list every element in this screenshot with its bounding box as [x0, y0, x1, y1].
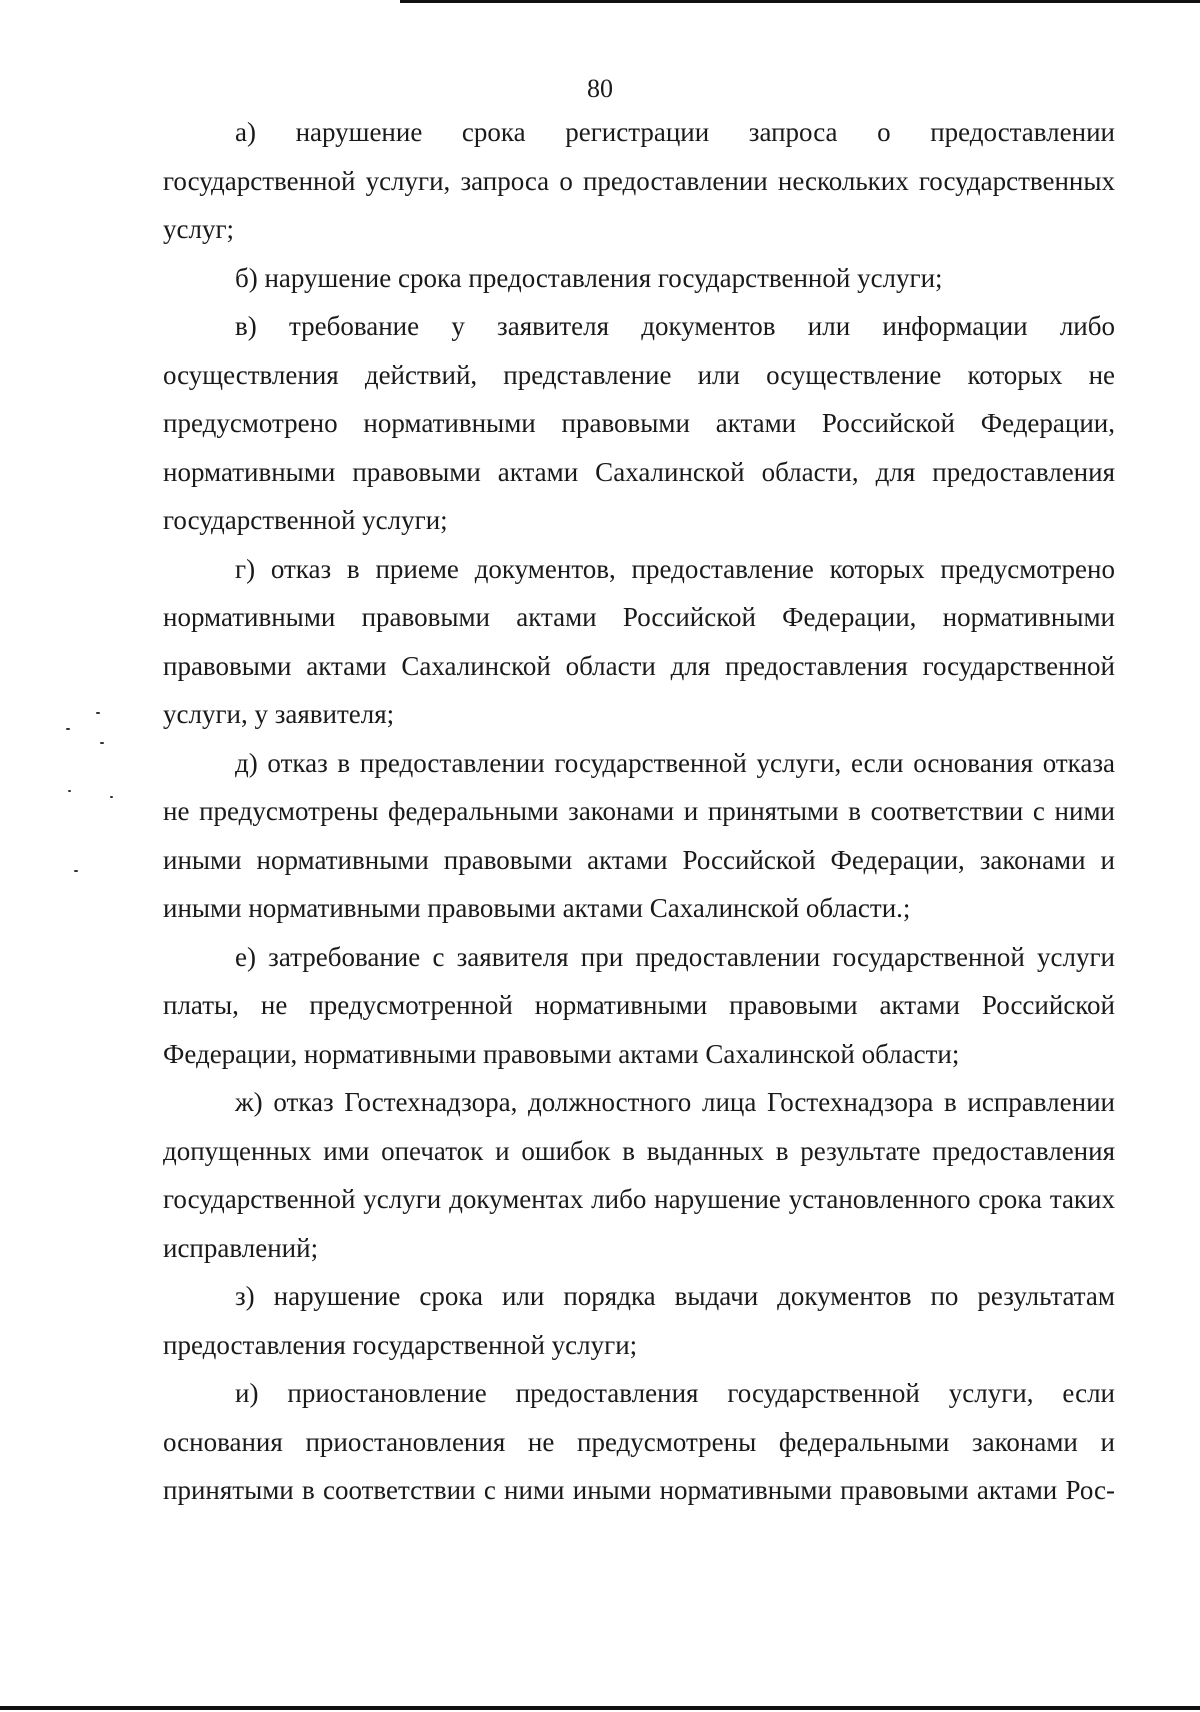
paragraph-d: д) отказ в предоставлении государственной услуги, если основания отказа не предусмотрены федеральными законами и принятыми в соответствии с ними иными нормативными правовыми актами Российской Федерации, законами и иными нормативными правовыми актами Сахалинской области.; [163, 747, 1115, 923]
paragraph-zh: ж) отказ Гостехнадзора, должностного лица Гостехнадзора в исправлении допущенных ими опечаток и ошибок в выданных в результате предоставления государственной услуги документах либо нарушение установленного срока таких исправлений; [163, 1087, 1115, 1263]
scan-speck [74, 870, 78, 872]
paragraph-g: г) отказ в приеме документов, предоставление которых предусмотрено нормативными правовыми актами Российской Федерации, нормативными правовыми актами Сахалинской области для предоставления государственной услуги, у заявителя; [163, 553, 1115, 729]
top-scan-border [400, 0, 1200, 3]
paragraph-z: з) нарушение срока или порядка выдачи документов по результатам предоставления государственной услуги; [163, 1281, 1115, 1360]
paragraph-v: в) требование у заявителя документов или информации либо осуществления действий, представление или осуществление которых не предусмотрено нормативными правовыми актами Российской Федерации, нормативными правовыми актами Сахалинской области, для предоставления государственной услуги; [163, 311, 1115, 535]
paragraph-i: и) приостановление предоставления государственной услуги, если основания приостановления не предусмотрены федеральными законами и принятыми в соответствии с ними иными нормативными правовыми актами Рос- [163, 1378, 1115, 1505]
scan-speck [100, 742, 104, 744]
scan-speck [66, 728, 70, 730]
paragraph-b: б) нарушение срока предоставления государственной услуги; [235, 262, 943, 293]
scan-speck [110, 796, 113, 798]
paragraph-a: а) нарушение срока регистрации запроса о предоставлении государственной услуги, запроса о предоставлении нескольких государственных услуг; [163, 117, 1115, 244]
scan-speck [68, 790, 71, 792]
document-body [163, 108, 1115, 1515]
paragraph-e: е) затребование с заявителя при предоставлении государственной услуги платы, не предусмотренной нормативными правовыми актами Российской Федерации, нормативными правовыми актами Сахалинской области; [163, 941, 1115, 1069]
page-number: 80 [587, 74, 613, 103]
bottom-scan-border [0, 1706, 1200, 1710]
scan-speck [96, 712, 100, 714]
